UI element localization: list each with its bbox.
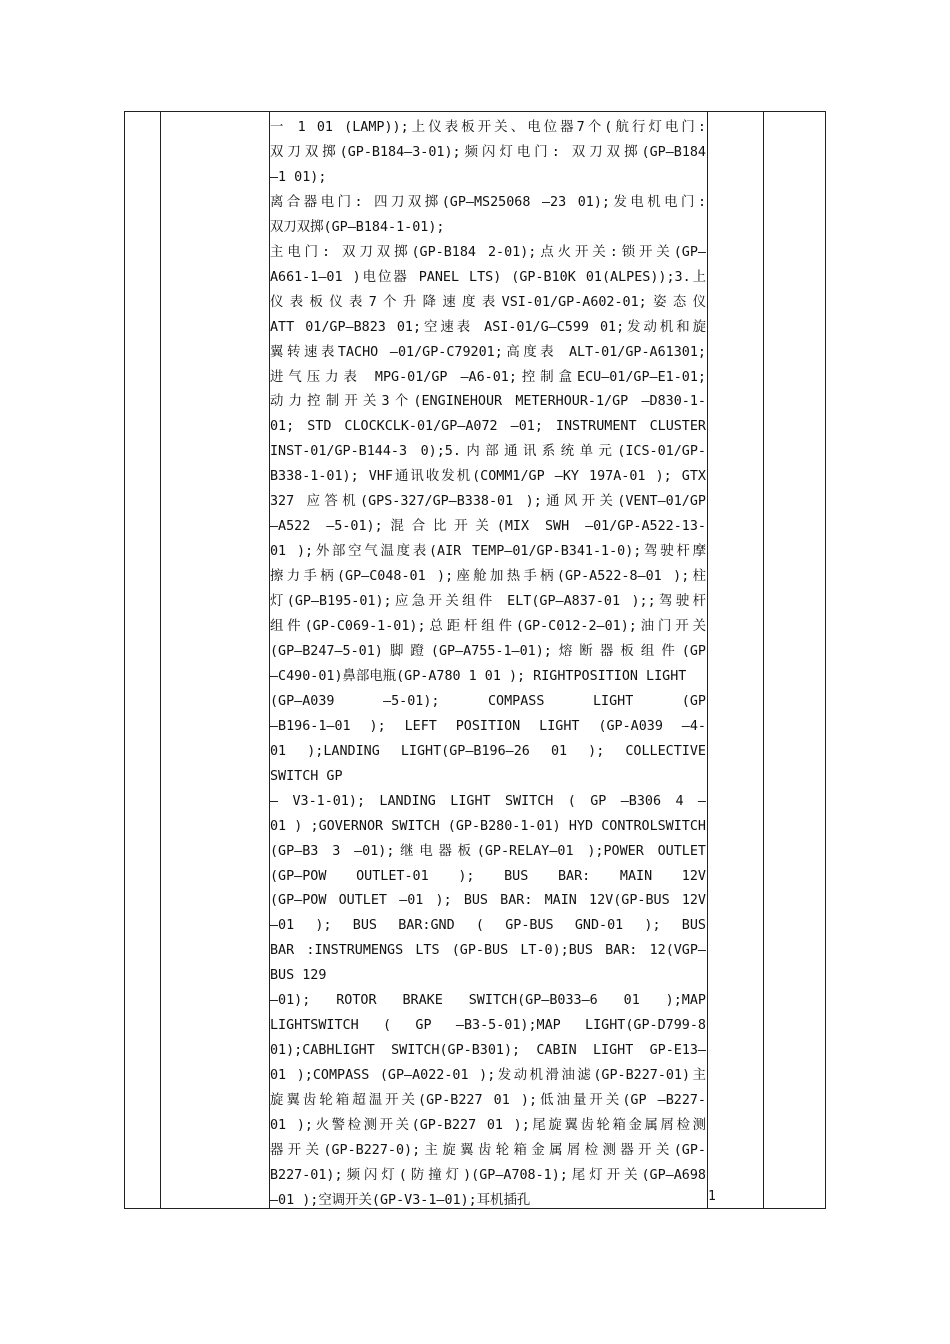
text-line: (GP—B247—5-01)脚蹬(GP—A755-1—01);熔断器板组件(GP	[270, 643, 706, 659]
text-line: —A522 —5-01);混合比开关(MIX SWH —01/GP-A522-13-	[270, 519, 706, 535]
text-line: SWITCH GP	[270, 768, 343, 784]
text-line: 双刀双掷(GP—B184-1-01);	[270, 219, 445, 235]
text-line: (GP—A039 —5-01); COMPASS LIGHT (GP	[270, 693, 706, 709]
text-line: 仪表板仪表7个升降速度表VSI-01/GP-A602-01;姿态仪	[270, 294, 706, 310]
text-line: 翼转速表TACHO —01/GP-C79201;高度表 ALT-01/GP-A61301;	[270, 344, 706, 360]
text-line: 327 应答机(GPS-327/GP—B338-01 );通风开关(VENT—01/GP	[270, 494, 706, 510]
text-line: 器开关(GP-B227-0);主旋翼齿轮箱金属屑检测器开关(GP-	[270, 1142, 706, 1158]
column-divider-3	[707, 112, 708, 1208]
text-line: — V3-1-01); LANDING LIGHT SWITCH ( GP —B306 4 —	[270, 793, 706, 809]
text-line: 主电门: 双刀双掷(GP-B184 2-01);点火开关:锁开关(GP—	[270, 244, 706, 260]
text-line: —B196-1—01 ); LEFT POSITION LIGHT (GP-A039 —4-	[270, 718, 706, 734]
text-line: 01);CABHLIGHT SWITCH(GP-B301); CABIN LIGHT GP-E13—	[270, 1043, 706, 1059]
text-line: —01 ); BUS BAR:GND ( GP-BUS GND-01 ); BUS	[270, 918, 706, 934]
column-divider-1	[160, 112, 161, 1208]
text-line: 旋翼齿轮箱超温开关(GP-B227 01 );低油量开关(GP —B227-	[270, 1093, 706, 1109]
text-line: (GP—B3 3 —01);继电器板(GP-RELAY—01 );POWER OUTLET	[270, 843, 706, 859]
text-line: 动力控制开关3个(ENGINEHOUR METERHOUR-1/GP —D830-1-	[270, 394, 706, 410]
text-line: A661-1—01 )电位器 PANEL LTS) (GP-B10K 01(ALPES));3.上	[270, 269, 706, 285]
text-line: 01 );LANDING LIGHT(GP—B196—26 01 ); COLLECTIVE	[270, 743, 706, 759]
text-line: B227-01);频闪灯(防撞灯)(GP—A708-1);尾灯开关(GP—A698	[270, 1167, 706, 1183]
text-line: B338-1-01); VHF通讯收发机(COMM1/GP —KY 197A-01 ); GTX	[270, 469, 706, 485]
text-line: —1 01);	[270, 169, 327, 185]
equipment-list-cell	[270, 112, 706, 1208]
text-line: BUS 129	[270, 968, 327, 984]
text-line: 01 ) ;GOVERNOR SWITCH (GP-B280-1-01) HYD CONTROLSWITCH	[270, 818, 706, 834]
text-line: (GP—POW OUTLET-01 ); BUS BAR: MAIN 12V	[270, 868, 706, 884]
specification-table	[124, 111, 826, 1209]
text-line: BAR :INSTRUMENGS LTS (GP-BUS LT-0);BUS BAR: 12(VGP—	[270, 943, 706, 959]
text-line: 组件(GP-C069-1-01);总距杆组件(GP-C012-2—01);油门开关	[270, 619, 706, 634]
text-line: 01 );外部空气温度表(AIR TEMP—01/GP-B341-1-0);驾驶杆摩	[270, 544, 706, 560]
text-line: —01 );空调开关(GP-V3-1—01);耳机插孔	[270, 1192, 531, 1208]
text-line: 离合器电门: 四刀双掷(GP—MS25068 —23 01);发电机电门:	[270, 194, 706, 210]
text-line: 01; STD CLOCKCLK-01/GP—A072 —01; INSTRUMENT CLUSTER	[270, 419, 706, 435]
text-line: 双刀双掷(GP-B184—3-01);频闪灯电门: 双刀双掷(GP—B184	[270, 144, 706, 160]
text-line: 进气压力表 MPG-01/GP —A6-01;控制盒ECU—01/GP—E1-01;	[270, 369, 706, 385]
text-line: 擦力手柄(GP—C048-01 );座舱加热手柄(GP-A522-8—01 );柱	[270, 569, 706, 585]
text-line: —C490-01)鼻部电瓶(GP-A780 1 01 ); RIGHTPOSITION LIGHT	[270, 668, 687, 684]
text-line: 01 );COMPASS (GP—A022-01 );发动机滑油滤(GP-B227-01)主	[270, 1068, 706, 1084]
column-divider-4	[763, 112, 764, 1208]
page-number: 1	[708, 1189, 716, 1204]
text-line: 一 1 01 (LAMP));上仪表板开关、电位器7个(航行灯电门:	[270, 120, 706, 135]
text-line: INST-01/GP-B144-3 0);5.内部通讯系统单元(ICS-01/GP-	[270, 444, 706, 460]
text-line: (GP—POW OUTLET —01 ); BUS BAR: MAIN 12V(GP-BUS 12V	[270, 893, 706, 909]
text-line: —01); ROTOR BRAKE SWITCH(GP—B033—6 01 );MAP	[270, 993, 706, 1009]
text-line: 灯(GP—B195-01);应急开关组件 ELT(GP—A837-01 );;驾驶杆	[270, 594, 706, 610]
text-line: LIGHTSWITCH ( GP —B3-5-01);MAP LIGHT(GP-D799-8	[270, 1018, 706, 1034]
text-line: 01 );火警检测开关(GP-B227 01 );尾旋翼齿轮箱金属屑检测	[270, 1118, 706, 1133]
text-line: ATT 01/GP—B823 01;空速表 ASI-01/G—C599 01;发动机和旋	[270, 319, 706, 335]
